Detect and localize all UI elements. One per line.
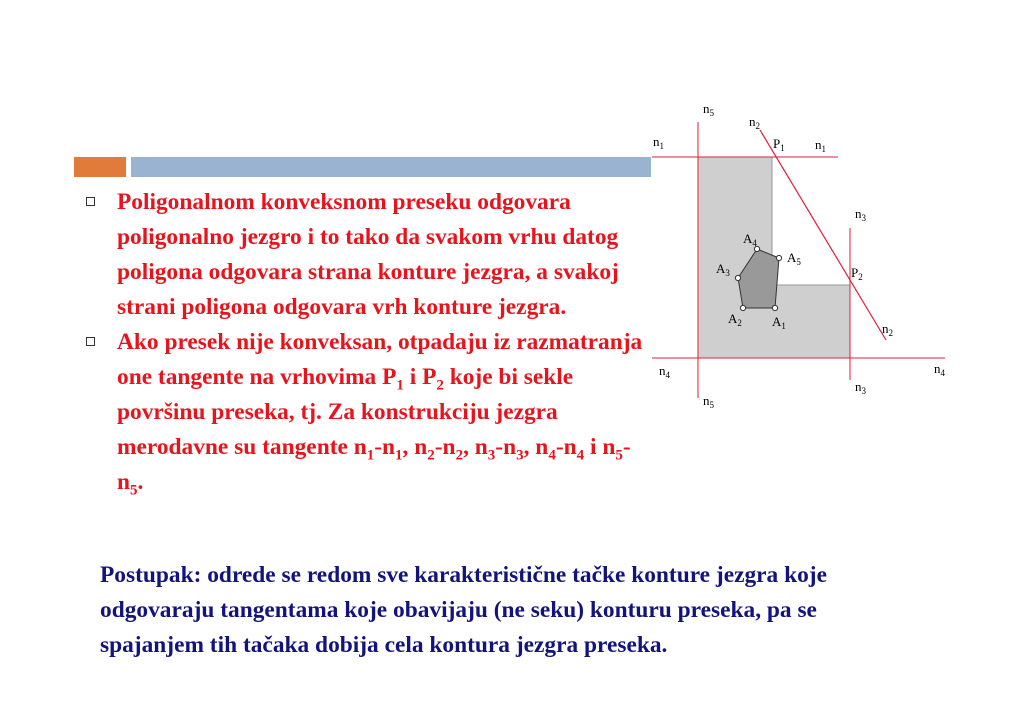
- subscript: 5: [130, 482, 138, 499]
- label-n3-bottom: $n_3$: [855, 379, 866, 396]
- label-n5-bottom: $n_5$: [703, 393, 714, 410]
- core-construction-diagram: [648, 96, 958, 421]
- vertex-a1: [772, 305, 777, 310]
- accent-bar-orange: [74, 157, 126, 177]
- subscript: 2: [455, 447, 464, 464]
- subscript: 4: [576, 447, 585, 464]
- label-n4-left: $n_4$: [659, 363, 670, 380]
- bullet-2-text-a: Ako presek nije konveksan, otpadaju iz razmatranja one tangente na vrhovima P: [117, 329, 643, 390]
- subscript: 1: [396, 377, 404, 394]
- vertex-a2: [740, 305, 745, 310]
- tangent-sep: -n: [555, 434, 577, 460]
- tangent-after: , n: [463, 434, 488, 460]
- label-a5: $A_5$: [787, 250, 801, 267]
- tangent-after: , n: [523, 434, 549, 460]
- label-n3-top: $n_3$: [855, 206, 866, 223]
- subscript: 2: [436, 377, 444, 394]
- procedure-paragraph: Postupak: odrede se redom sve karakteristične tačke konture jezgra koje odgovaraju tangentama koje obavijaju (ne seku) konturu preseka, pa se spajanjem tih tačaka dobija cela kontura jezgra preseka.: [100, 562, 827, 658]
- accent-bar-blue: [131, 157, 651, 177]
- label-n1-right: $n_1$: [815, 137, 826, 154]
- subscript: 1: [366, 447, 375, 464]
- label-p1: $P_1$: [773, 136, 785, 153]
- label-n1-left: $n_1$: [653, 134, 664, 151]
- label-a3: $A_3$: [716, 261, 730, 278]
- subscript: 3: [516, 447, 524, 464]
- label-a1: $A_1$: [772, 314, 786, 331]
- subscript: 1: [395, 447, 403, 464]
- subscript: 4: [548, 447, 556, 464]
- label-n5-top: $n_5$: [703, 101, 714, 118]
- bullet-1-text: Poligonalnom konveksnom preseku odgovara poligonalno jezgro i to tako da svakom vrhu datog poligona odgovara strana konture jezgra, a svakoj strani poligona odgovara vrh konture jezgra.: [117, 189, 619, 320]
- bullet-square-icon: [86, 197, 95, 206]
- vertex-a5: [776, 255, 781, 260]
- tangent-sep: -n: [495, 434, 517, 460]
- label-n2-top: $n_2$: [749, 114, 760, 131]
- subscript: 2: [427, 447, 435, 464]
- bullet-square-icon: [86, 337, 95, 346]
- subscript: 5: [615, 447, 623, 464]
- label-n4-right: $n_4$: [934, 361, 945, 378]
- tangent-sep: -n: [434, 434, 456, 460]
- vertex-a3: [735, 275, 740, 280]
- bullet-item-1: [86, 185, 646, 325]
- label-n2-right: $n_2$: [882, 321, 893, 338]
- tangent-after: , n: [402, 434, 428, 460]
- tangent-sep: -n: [374, 434, 396, 460]
- label-p2: $P_2$: [851, 265, 863, 282]
- label-a4: $A_4$: [743, 231, 757, 248]
- tangent-after: i n: [584, 434, 616, 460]
- tangent-sep: -n: [117, 434, 631, 495]
- tangent-after: .: [137, 469, 144, 495]
- bullet-2-text-b: i P: [403, 364, 437, 390]
- bullet-2-text-c: koje bi sekle površinu preseka, tj. Za konstrukciju jezgra merodavne su tangente n: [117, 364, 574, 460]
- subscript: 3: [487, 447, 496, 464]
- label-a2: $A_2$: [728, 311, 742, 328]
- bullet-list: [86, 185, 646, 500]
- bullet-item-2: [86, 325, 646, 500]
